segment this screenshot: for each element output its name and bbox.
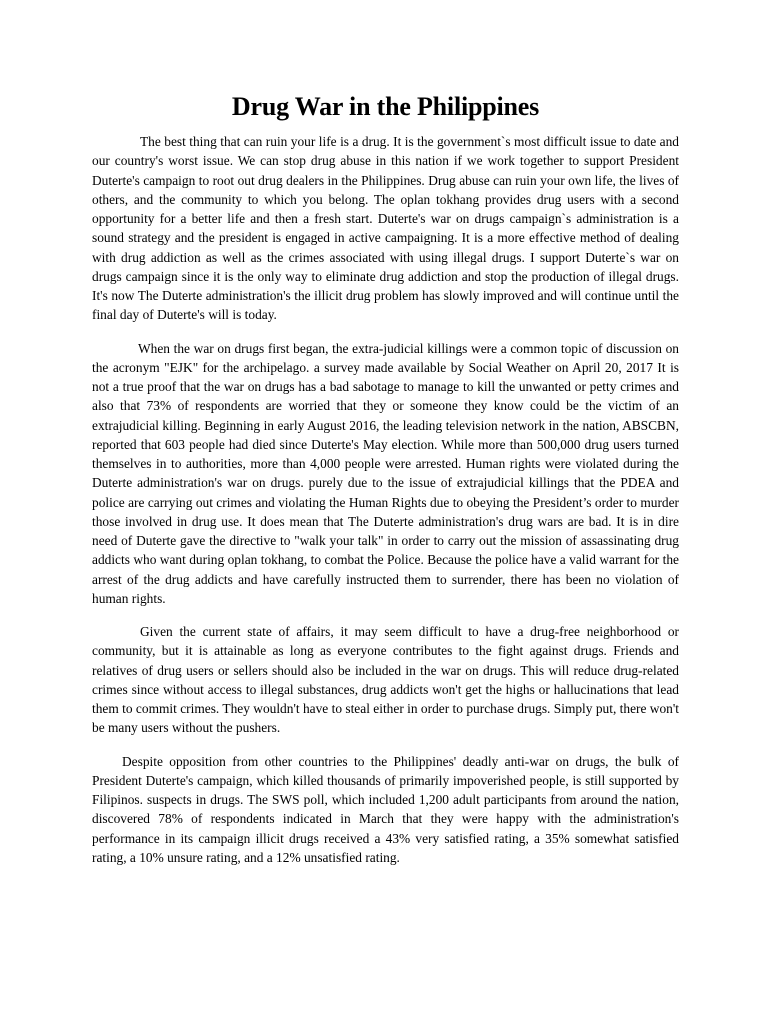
document-title: Drug War in the Philippines bbox=[231, 92, 540, 121]
paragraph-1: The best thing that can ruin your life is a drug. It is the government`s most difficult issue to date and our country's worst issue. We can stop drug abuse in this nation if we work together to support President Duterte's campaign to root out drug dealers in the Philippines. Drug abuse can ruin your own life, the lives of others, and the community to which you belong. The oplan tokhang provides drug users with a second opportunity for a better life and then a fresh start. Duterte's war on drugs campaign`s administration is a sound strategy and the president is engaged in active campaigning. It is a more effective method of dealing with drug addiction as well as the crimes associated with using illegal drugs. I support Duterte`s war on drugs campaign since it is the only way to eliminate drug addiction and stop the production of illegal drugs. It's now The Duterte administration's the illicit drug problem has slowly improved and will continue until the final day of Duterte's will is today. bbox=[92, 134, 679, 323]
document-page bbox=[92, 86, 679, 867]
paragraph-2: When the war on drugs first began, the extra-judicial killings were a common topic of discussion on the acronym "EJK" for the archipelago. a survey made available by Social Weather on April 20, 2017 It is not a true proof that the war on drugs has a bad sabotage to manage to kill the unwanted or petty crimes and also that 73% of respondents are worried that they or someone they know could be the victim of an extrajudicial killing. Beginning in early August 2016, the leading television network in the nation, ABSCBN, reported that 603 people had died since Duterte's May election. While more than 500,000 drug users turned themselves in to authorities, more than 4,000 people were arrested. Human rights were violated during the Duterte administration's war on drugs. purely due to the issue of extrajudicial killings that the PDEA and police are carrying out crimes and violating the Human Rights due to obeying the President’s order to murder those involved in drug use. It does mean that The Duterte administration's drug wars are bad. It is in dire need of Duterte gave the directive to "walk your talk" in order to carry out the mission of assassinating drug addicts who want during oplan tokhang, to combat the Police. Because the police have a valid warrant for the arrest of the drug addicts and have carefully instructed them to surrender, there has been no violation of human rights. bbox=[92, 340, 679, 606]
paragraph-4: Despite opposition from other countries to the Philippines' deadly anti-war on drugs, the bulk of President Duterte's campaign, which killed thousands of primarily impoverished people, is still supported by Filipinos. suspects in drugs. The SWS poll, which included 1,200 adult participants from around the nation, discovered 78% of respondents indicated in March that they were happy with the administration's performance in its campaign illicit drugs received a 43% very satisfied rating, a 35% somewhat satisfied rating, a 10% unsure rating, and a 12% unsatisfied rating. bbox=[92, 753, 679, 865]
paragraph-3: Given the current state of affairs, it may seem difficult to have a drug-free neighborhood or community, but it is attainable as long as everyone contributes to the fight against drugs. Friends and relatives of drug users or sellers should also be included in the war on drugs. This will reduce drug-related crimes since without access to illegal substances, drug addicts won't get the highs or hallucinations that lead them to commit crimes. They wouldn't have to steal either in order to purchase drugs. Simply put, there won't be many users without the pushers. bbox=[92, 624, 679, 736]
